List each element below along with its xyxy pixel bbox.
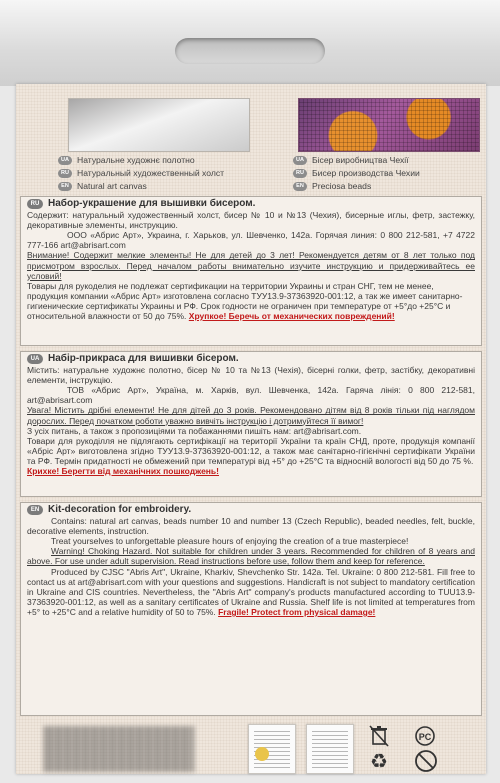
hang-slot [175,38,325,64]
lang-badge: RU [293,169,307,178]
company-text: ТОВ «Абрис Арт», Україна, м. Харків, вул. Шевченка, 142а. Гаряча лінія: 0 800 212-581, art@abrisart.com [27,385,475,406]
warning-text: Увага! Містить дрібні елементи! Не для дітей до 3 років. Рекомендовано дітям від 8 років тільки під наглядом дорослих. Перед початком роботи уважно вивчіть інструкцію і дотримуйтеся її вимог! [27,405,475,426]
cert-text: Товары для рукоделия не подлежат сертификации на территории Украины и стран СНГ, тем не менее, продукция компании «Абрис Арт» изготовлена согласно ТУУ13.9-37363920-001:12, а так же имеет санитарно-гигиенические сертификаты Украины и РФ. Срок годности не ограничен при температуре от +5°до +25°С и относительной влажности от 50 до 75%. Хрупкое! Беречь от механических повреждений! [27,280,463,322]
produced-text: Produced by CJSC "Abris Art", Ukraine, Kharkiv, Shevchenko Str. 142a. Tel. Ukraine: 0 800 212-581. Fill free to contact us at art@abrisart.com with your questions and suggestions. Handicraft is not subject to mandatory certification in Ukraine and CIS countries. Nevertheless, the "Abris Art" company's products manufactured according to TUU13.9-37363920-001:12, as well as a sanitary certificates of Ukraine and Russia. Shelf life is not limited at temperatures from +5° to +25°C and a relative humidity of 50 to 75%. Fragile! Protect from physical damage! [27,566,476,617]
section-ru [20,196,482,346]
section-title: Набор-украшение для вышивки бисером. [48,198,256,209]
plastic-header [0,0,500,86]
recycle-icon: ♻ [370,750,388,773]
certificate-thumb [306,724,354,774]
product-card [16,84,486,774]
company-text: ООО «Абрис Арт», Украина, г. Харьков, ул. Шевченко, 142а. Горячая линия: 0 800 212-581, +7 4722 777-166 art@abrisart.com [27,230,475,251]
canvas-image [68,98,250,152]
contents-text: Містить: натуральне художнє полотно, бісер № 10 та №13 (Чехія), бісерні голки, фетр, застібку, декоративні елементи, інструкцію. [27,365,475,386]
certificate-thumb [248,724,296,774]
bin-icon [366,724,392,748]
section-title: Набір-прикраса для вишивки бісером. [48,353,239,364]
lang-badge: EN [27,505,43,515]
bottom-strip [16,722,486,774]
lang-badge: RU [58,169,72,178]
lang-badge: UA [293,156,307,165]
cert-text: Товари для рукоділля не підлягають сертифікації на території України та країн СНД, проте, продукція компанії «Абріс Арт» виготовлена згідно ТУУ13.9-37363920-001:12, а також має санітарно-гігієнічні сертифікати України та РФ. Термін придатності не обмежений при температурі від +5° до +25°С та відносній вологості від 50 до 75 %. [27,435,475,466]
lang-badge: EN [58,182,72,191]
fragile-text: Fragile! Protect from physical damage! [218,606,376,617]
contents-text: Contains: natural art canvas, beads number 10 and number 13 (Czech Republic), beaded needles, felt, buckle, decorative elements, instruction. [27,516,475,537]
lang-badge: RU [27,199,43,209]
section-en [20,502,482,716]
barcode [44,726,194,772]
contact-text: З усіх питань, а також з пропозиціями та побажаннями пишіть нам: art@abrisart.com. [27,425,362,436]
fragile-text: Крихке! Берегти від механічних пошкоджень! [27,466,219,477]
svg-text:PC: PC [418,732,432,742]
beads-materials-legend [293,154,420,193]
warning-text: Warning! Choking Hazard. Not suitable for children under 3 years. Recommended for children of 8 years and above. For use under adult supervision. Read instructions before use, follow them and keep for reference. [27,546,475,567]
section-ua [20,351,482,497]
lang-badge: UA [27,354,43,364]
beads-image [298,98,480,152]
legend-row: UA Бісер виробництва Чехії [293,154,420,167]
treat-text: Treat yourselves to unforgettable pleasure hours of enjoying the creation of a true masterpiece! [51,536,409,547]
section-title: Kit-decoration for embroidery. [48,504,192,515]
canvas-materials-legend [58,154,224,193]
warning-text: Внимание! Содержит мелкие элементы! Не для детей до 3 лет! Рекомендуется детям от 8 лет только под присмотром взрослых. Перед началом работы внимательно изучите инструкцию и придерживайтесь ее условий! [27,250,475,281]
age-warning-icon [411,749,441,773]
fragile-text: Хрупкое! Беречь от механических повреждений! [188,311,395,322]
legend-row: RU Натуральный художественный холст [58,167,224,180]
legend-row: EN Preciosa beads [293,180,420,193]
cert-badge-icon [411,724,441,748]
legend-row: EN Natural art canvas [58,180,224,193]
legend-row: UA Натуральне художнє полотно [58,154,224,167]
lang-badge: UA [58,156,72,165]
legend-row: RU Бисер производства Чехии [293,167,420,180]
lang-badge: EN [293,182,307,191]
contents-text: Содержит: натуральный художественный холст, бисер № 10 и №13 (Чехия), бисерные иглы, фетр, застежку, декоративные элементы, инструкцию. [27,210,475,231]
